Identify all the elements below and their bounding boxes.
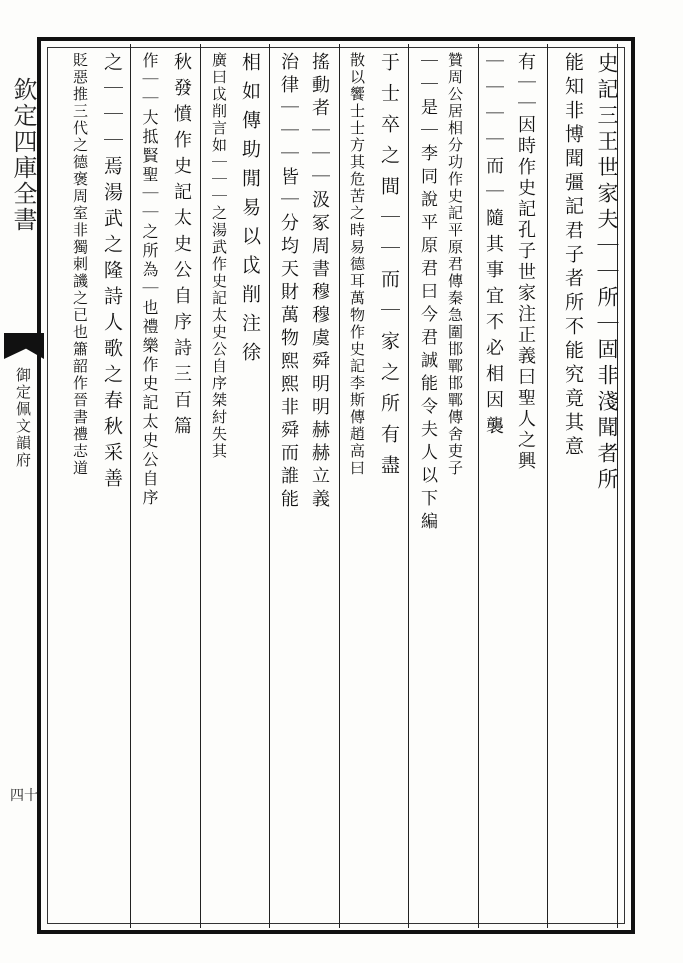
column-text: 于士卒之間｜｜而｜家之所有盡 <box>378 52 400 486</box>
book-title: 欽定四庫全書 <box>9 77 37 233</box>
column-text: 相如傳助閒易以戉削注徐 <box>239 52 261 371</box>
column-text: 作｜｜大抵賢聖｜｜之所為｜也禮樂作史記太史公自序 <box>140 52 159 508</box>
column-text: 能知非博聞彊記君子者所不能究竟其意 <box>562 52 584 460</box>
column-text: 有｜｜因時作史記孔子世家注正義曰聖人之興 <box>515 52 536 472</box>
volume-title: 御定佩文韻府 <box>14 367 32 469</box>
text-column <box>550 52 596 922</box>
column-text: 史記三王世家夫｜｜所｜固非淺聞者所 <box>595 52 619 494</box>
folio-number: 四十 <box>10 788 38 804</box>
column-text: ｜｜｜｜而｜隨其事宜不必相因襲 <box>483 52 504 442</box>
column-text: 贊周公居相分功作史記平原君傳秦急圍邯鄲邯鄲傳舍吏子 <box>446 52 464 477</box>
column-text: 散以饗士士方其危苦之時易德耳萬物作史記李斯傳趙高曰 <box>348 52 366 477</box>
column-text: 貶惡推三代之德褒周室非獨刺譏之已也簫韶作晉書禮志道 <box>71 52 89 477</box>
column-text: 廣曰戉削言如｜｜｜之湯武作史記太史公自序桀紂失其 <box>210 52 228 460</box>
column-text: 秋發憤作史記太史公自序詩三百篇 <box>171 52 192 442</box>
column-text: 搖動者｜｜｜汲冢周書穆穆虞舜明明赫赫立義 <box>309 52 330 512</box>
column-text: 之｜｜｜焉湯武之隆詩人歌之春秋采善 <box>101 52 123 494</box>
text-column <box>57 52 103 922</box>
column-text: 治律｜｜｜皆｜分均天財萬物熙熙非舜而誰能 <box>278 52 299 512</box>
column-text: ｜｜是｜李同說平原君曰今君誠能令夫人以下編 <box>417 52 437 535</box>
